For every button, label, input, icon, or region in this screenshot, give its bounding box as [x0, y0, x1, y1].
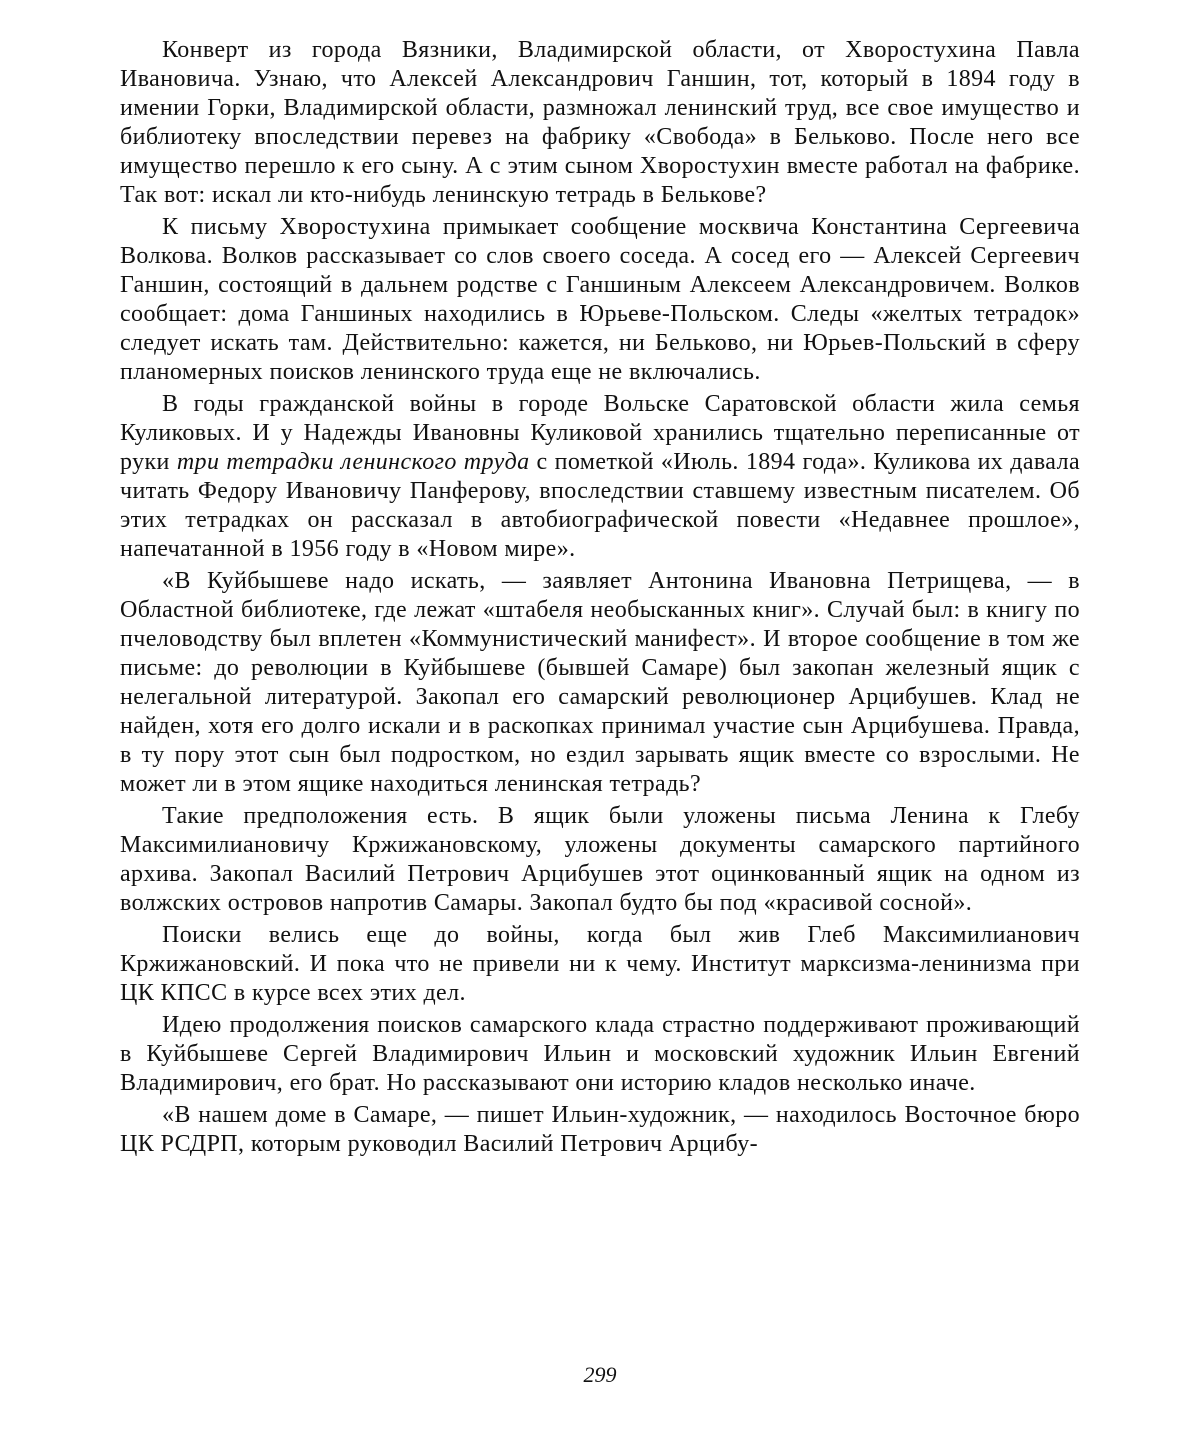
- paragraph-3-italic: три тетрадки ленинского труда: [176, 449, 530, 475]
- page-body: [120, 36, 1080, 1162]
- paragraph-3: [120, 390, 1080, 564]
- paragraph-3-end: с пометкой «Июль. 1894 года». Куликова их давала читать Федору Ивановичу Панферову, впоследствии ставшему известным писателем. Об этих тетрадках он рассказал в автобиографической повести «Недавнее прошлое», напечатанной в 1956 году в «Новом мире».: [120, 449, 1080, 562]
- paragraph-3-start: В годы гражданской войны в городе Вольске Саратовской области жила семья Куликовых. И у Надежды Ивановны Куликовой хранились тщательно переписанные от руки: [120, 391, 1080, 475]
- page-number: 299: [583, 1362, 617, 1387]
- paragraph-7: Идею продолжения поисков самарского клада страстно поддерживают проживающий в Куйбышеве Сергей Владимирович Ильин и московский художник Ильин Евгений Владимирович, его брат. Но рассказывают они историю кладов несколько иначе.: [120, 1012, 1080, 1096]
- paragraph-5: Такие предположения есть. В ящик были уложены письма Ленина к Глебу Максимилиановичу Кржижановскому, уложены документы самарского партийного архива. Закопал Василий Петрович Арцибушев этот оцинкованный ящик на одном из волжских островов напротив Самары. Закопал будто бы под «красивой сосной».: [120, 803, 1080, 916]
- paragraph-4: «В Куйбышеве надо искать, — заявляет Антонина Ивановна Петрищева, — в Областной библиотеке, где лежат «штабеля необысканных книг». Случай был: в книгу по пчеловодству был вплетен «Коммунистический манифест». И второе сообщение в том же письме: до революции в Куйбышеве (бывшей Самаре) был закопан железный ящик с нелегальной литературой. Закопал его самарский революционер Арцибушев. Клад не найден, хотя его долго искали и в раскопках принимал участие сын Арцибушева. Правда, в ту пору этот сын был подростком, но ездил зарывать ящик вместе со взрослыми. Не может ли в этом ящике находиться ленинская тетрадь?: [120, 568, 1080, 797]
- paragraph-1: Конверт из города Вязники, Владимирской области, от Хворостухина Павла Ивановича. Узнаю, что Алексей Александрович Ганшин, тот, который в 1894 году в имении Горки, Владимирской области, размножал ленинский труд, все свое имущество и библиотеку впоследствии перевез на фабрику «Свобода» в Бельково. После него все имущество перешло к его сыну. А с этим сыном Хворостухин вместе работал на фабрике. Так вот: искал ли кто-нибудь ленинскую тетрадь в Белькове?: [120, 37, 1080, 208]
- paragraph-6: Поиски велись еще до войны, когда был жив Глеб Максимилианович Кржижановский. И пока что не привели ни к чему. Институт марксизма-ленинизма при ЦК КПСС в курсе всех этих дел.: [120, 922, 1080, 1006]
- paragraph-8: «В нашем доме в Самаре, — пишет Ильин-художник, — находилось Восточное бюро ЦК РСДРП, которым руководил Василий Петрович Арцибу-: [120, 1102, 1080, 1157]
- paragraph-2: К письму Хворостухина примыкает сообщение москвича Константина Сергеевича Волкова. Волков рассказывает со слов своего соседа. А сосед его — Алексей Сергеевич Ганшин, состоящий в дальнем родстве с Ганшиным Алексеем Александровичем. Волков сообщает: дома Ганшиных находились в Юрьеве-Польском. Следы «желтых тетрадок» следует искать там. Действительно: кажется, ни Бельково, ни Юрьев-Польский в сферу планомерных поисков ленинского труда еще не включались.: [120, 214, 1080, 385]
